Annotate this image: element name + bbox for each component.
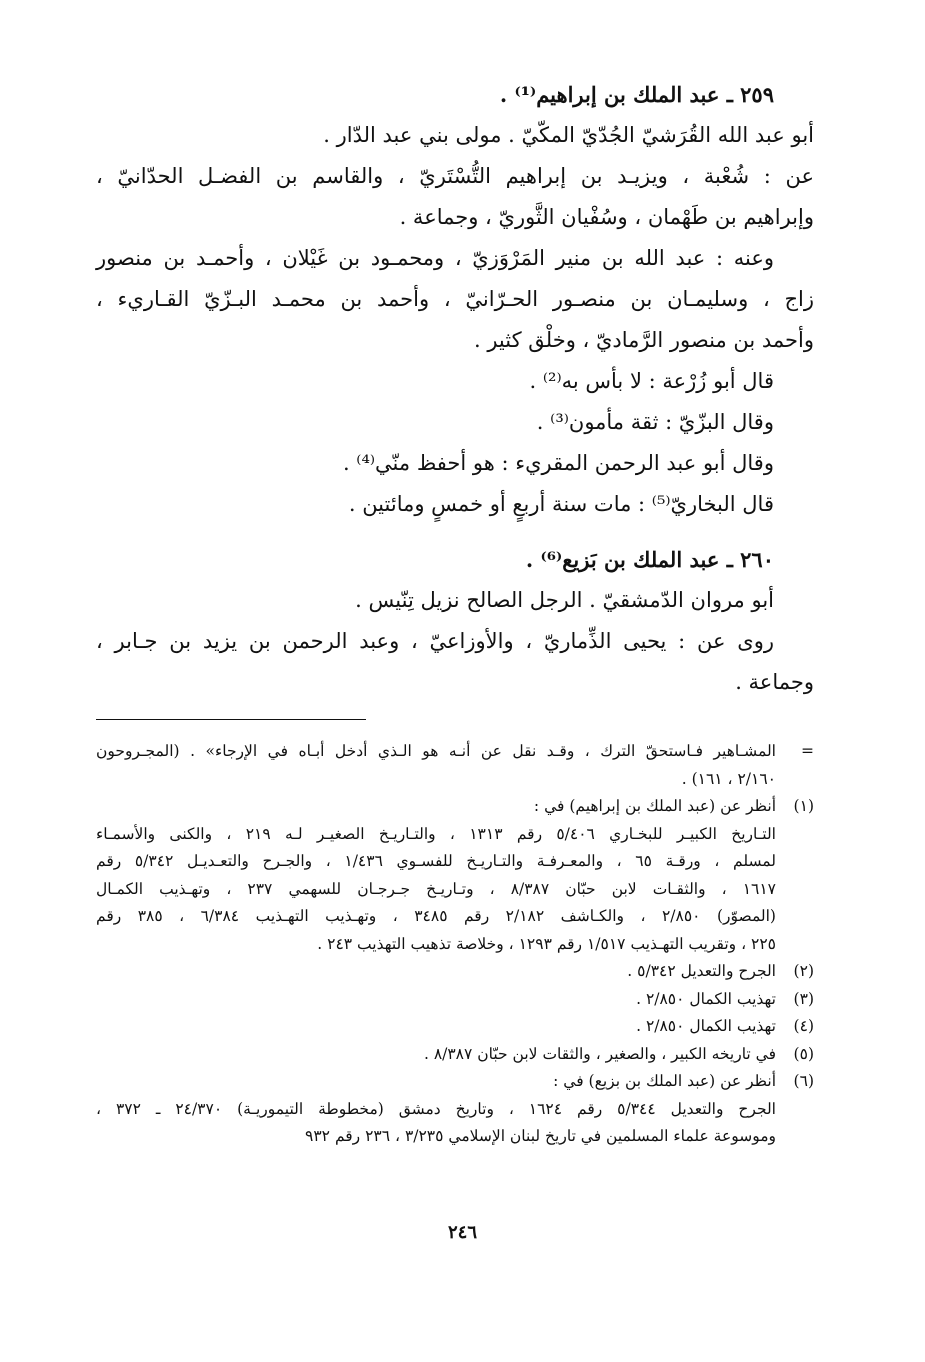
footnote-mark: (٣) xyxy=(793,989,814,1008)
footnote-divider xyxy=(96,719,366,720)
footnote-line: وموسوعة علماء المسلمين في تاريخ لبنان الإسلامي ٣/٢٣٥ ، ٢٣٦ رقم ٩٣٢ xyxy=(305,1127,776,1145)
footnote-continuation xyxy=(96,738,814,793)
footnote-line: أنظر عن (عبد الملك بن بزيع) في : xyxy=(553,1072,776,1090)
footnote-2 xyxy=(96,958,814,986)
page-number: ٢٤٦ xyxy=(447,1222,477,1243)
entry-259-line: وقال أبو عبد الرحمن المقريء : هو أحفظ منّي⁽⁴⁾ . xyxy=(342,451,774,475)
footnote-line: في تاريخه الكبير ، والصغير ، والثقات لابن حبّان ٨/٣٨٧ . xyxy=(423,1044,776,1063)
entry-259-line: وعنه : عبد الله بن منير المَرْوَزيّ ، ومحمـود بن غَيْلان ، وأحمـد بن منصور xyxy=(96,246,774,270)
footnote-line: (المصوّر) ٢/٨٥٠ ، والكـاشف ٢/١٨٢ رقم ٣٤٨٥ ، وتهـذيب التهـذيب ٦/٣٨٤ ، ٣٨٥ رقم xyxy=(96,907,776,925)
entry-260-line: روى عن : يحيى الذِّماريّ ، والأوزاعيّ ، وعبد الرحمن بن يزيد بن جـابر ، xyxy=(96,629,774,653)
entry-260-number: ٢٦٠ ـ xyxy=(726,547,774,572)
footnote-line: الجرح والتعديل ٥/٣٤٢ . xyxy=(627,962,776,980)
footnote-4 xyxy=(96,1013,814,1041)
footnote-line: أنظر عن (عبد الملك بن إبراهيم) في : xyxy=(533,797,776,815)
footnote-mark: (٥) xyxy=(793,1044,814,1063)
footnote-mark: (٤) xyxy=(793,1017,814,1035)
entry-259-line: قال أبو زُرْعة : لا بأس به⁽²⁾ . xyxy=(529,369,774,393)
entry-259-number: ٢٥٩ ـ xyxy=(726,82,774,107)
footnote-mark: = xyxy=(801,742,814,760)
footnote-line: ٢/١٦٠ ، ١٦١) . xyxy=(681,769,776,788)
footnote-6 xyxy=(96,1068,814,1151)
footnote-mark: (٦) xyxy=(793,1072,814,1090)
footnote-line: تهذيب الكمال ٢/٨٥٠ . xyxy=(636,989,776,1008)
footnote-3 xyxy=(96,986,814,1014)
footnote-1 xyxy=(96,793,814,958)
entry-259-line: وأحمد بن منصور الرَّماديّ ، وخلْق كثير . xyxy=(473,328,814,352)
entry-260-title: عبد الملك بن بَزيع⁽⁶⁾ . xyxy=(525,547,720,572)
entry-259-line: وقال البزّيّ : ثقة مأمون⁽³⁾ . xyxy=(536,410,774,434)
footnote-line: لمسلم ، ورقـة ٦٥ ، والمعـرفـة والتـاريـخ للفسـوي ١/٤٣٦ ، والجـرح والتعـديـل ٥/٣٤٢ رقم xyxy=(96,852,776,870)
entry-260-line: وجماعة . xyxy=(735,670,814,694)
entry-259-title: عبد الملك بن إبراهيم⁽¹⁾ . xyxy=(499,82,720,107)
footnote-line: ١٦١٧ ، والثقـات لابن حبّان ٨/٣٨٧ ، وتـاريـخ جـرجـان للسهمي ٢٣٧ ، وتهـذيب الكمـال xyxy=(96,879,777,898)
footnote-mark: (٢) xyxy=(793,962,814,980)
main-text xyxy=(96,74,814,703)
footnote-line: ٢٢٥ ، وتقريب التهـذيب ١/٥١٧ رقم ١٢٩٣ ، وخلاصة تذهيب التهذيب ٢٤٣ . xyxy=(317,934,776,953)
entry-260-heading xyxy=(96,539,814,580)
entry-259-line: زاج ، وسليمـان بن منصـور الحـرّانيّ ، وأحمد بن محمـد البـزّيّ القـاريء ، xyxy=(96,287,814,311)
footnote-line: المشـاهير فـاستحقّ الترك ، وقـد نقل عن أنـه هو الـذي أدخل أبـاه في الإرجاء» . (المجـروحون xyxy=(96,742,776,760)
page-body xyxy=(96,74,814,1151)
entry-259-line: قال البخاريّ⁽⁵⁾ : مات سنة أربعٍ أو خمسٍ ومائتين . xyxy=(348,492,774,516)
footnote-line: الجرح والتعديل ٥/٣٤٤ رقم ١٦٢٤ ، وتاريخ دمشق (مخطوطة التيموريـة) ٢٤/٣٧٠ ـ ٣٧٢ ، xyxy=(96,1099,776,1118)
entry-260-line: أبو مروان الدّمشقيّ . الرجل الصالح نزيل تِنّيس . xyxy=(355,588,774,612)
footnote-5 xyxy=(96,1041,814,1069)
footnote-mark: (١) xyxy=(793,797,814,815)
footnote-line: التـاريخ الكبيـر للبخـاري ٥/٤٠٦ رقم ١٣١٣ ، والتـاريـخ الصغيـر لـه ٢١٩ ، والكنى والأسمـاء xyxy=(96,824,776,843)
entry-259-line: أبو عبد الله القُرَشيّ الجُدّيّ المكّيّ . مولى بني عبد الدّار . xyxy=(323,123,814,147)
entry-259-line: عن : شُعْبة ، ويزيـد بن إبراهيم التُّسْتَريّ ، والقاسم بن الفضـل الحدّانيّ ، xyxy=(96,164,814,188)
footnotes xyxy=(96,738,814,1151)
entry-259-heading xyxy=(96,74,814,115)
footnote-line: تهذيب الكمال ٢/٨٥٠ . xyxy=(636,1017,776,1035)
entry-259-line: وإبراهيم بن طَهْمان ، وسُفْيان الثَّوريّ ، وجماعة . xyxy=(399,205,814,229)
